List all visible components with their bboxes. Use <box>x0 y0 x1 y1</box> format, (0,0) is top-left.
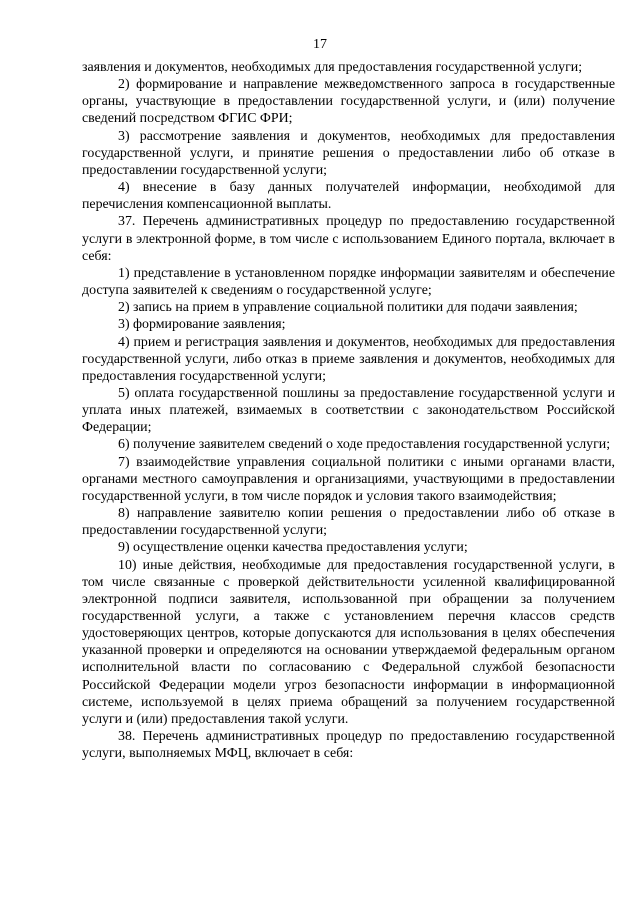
list-item-2: 2) формирование и направление межведомственного запроса в государственные органы, участвующие в предоставлении государственной услуги, и (или) получение сведений посредством ФГИС ФРИ; <box>82 77 615 127</box>
section-37-item-9: 9) осуществление оценки качества предоставления услуги; <box>118 540 468 556</box>
list-item-3: 3) рассмотрение заявления и документов, необходимых для предоставления государственной услуги, и принятие решения о предоставлении либо об отказе в предоставлении государственной услуги; <box>82 128 615 178</box>
document-body <box>82 59 615 762</box>
list-item-4: 4) внесение в базу данных получателей информации, необходимой для перечисления компенсационной выплаты. <box>82 180 615 213</box>
paragraph-continuation: заявления и документов, необходимых для предоставления государственной услуги; <box>82 60 583 75</box>
section-37-item-5: 5) оплата государственной пошлины за предоставление государственной услуги и уплата иных платежей, взимаемых в соответствии с законодательством Российской Федерации; <box>82 385 615 436</box>
section-37-item-10: 10) иные действия, необходимые для предоставления государственной услуги, в том числе связанные с проверкой действительности усиленной квалифицированной электронной подписи заявителя, использованной при обращении за получением государственной услуги, а также с установлением перечня классов средств удостоверяющих центров, которые допускаются для использования в целях обеспечения указанной проверки и определяются на основании утверждаемой федеральным органом исполнительной власти по согласованию с Федеральной службой безопасности Российской Федерации модели угроз безопасности информации в информационной системе, используемой в целях приема обращений за получением государственной услуги и (или) предоставления такой услуги. <box>82 557 615 727</box>
section-37-item-7: 7) взаимодействие управления социальной политики с иными органами власти, органами местного самоуправления и организациями, участвующими в предоставлении государственной услуги, в том числе порядок и условия такого взаимодействия; <box>82 454 615 504</box>
section-37-item-4: 4) прием и регистрация заявления и документов, необходимых для предоставления государственной услуги, либо отказ в приеме заявления и документов, необходимых для предоставления государственной услуги; <box>82 334 615 384</box>
section-38-heading: 38. Перечень административных процедур по предоставлению государственной услуги, выполняемых МФЦ, включает в себя: <box>82 729 615 762</box>
section-37-item-6: 6) получение заявителем сведений о ходе предоставления государственной услуги; <box>118 437 611 453</box>
section-37-item-3: 3) формирование заявления; <box>118 317 286 333</box>
section-37-item-8: 8) направление заявителю копии решения о предоставлении либо об отказе в предоставлении государственной услуги; <box>82 506 615 539</box>
page-number: 17 <box>313 37 327 52</box>
section-37-item-1: 1) представление в установленном порядке информации заявителям и обеспечение доступа заявителей к сведениям о государственной услуге; <box>82 265 615 299</box>
section-37-item-2: 2) запись на прием в управление социальной политики для подачи заявления; <box>118 300 578 316</box>
section-37-heading: 37. Перечень административных процедур по предоставлению государственной услуги в электронной форме, в том числе с использованием Единого портала, включает в себя: <box>82 214 615 264</box>
